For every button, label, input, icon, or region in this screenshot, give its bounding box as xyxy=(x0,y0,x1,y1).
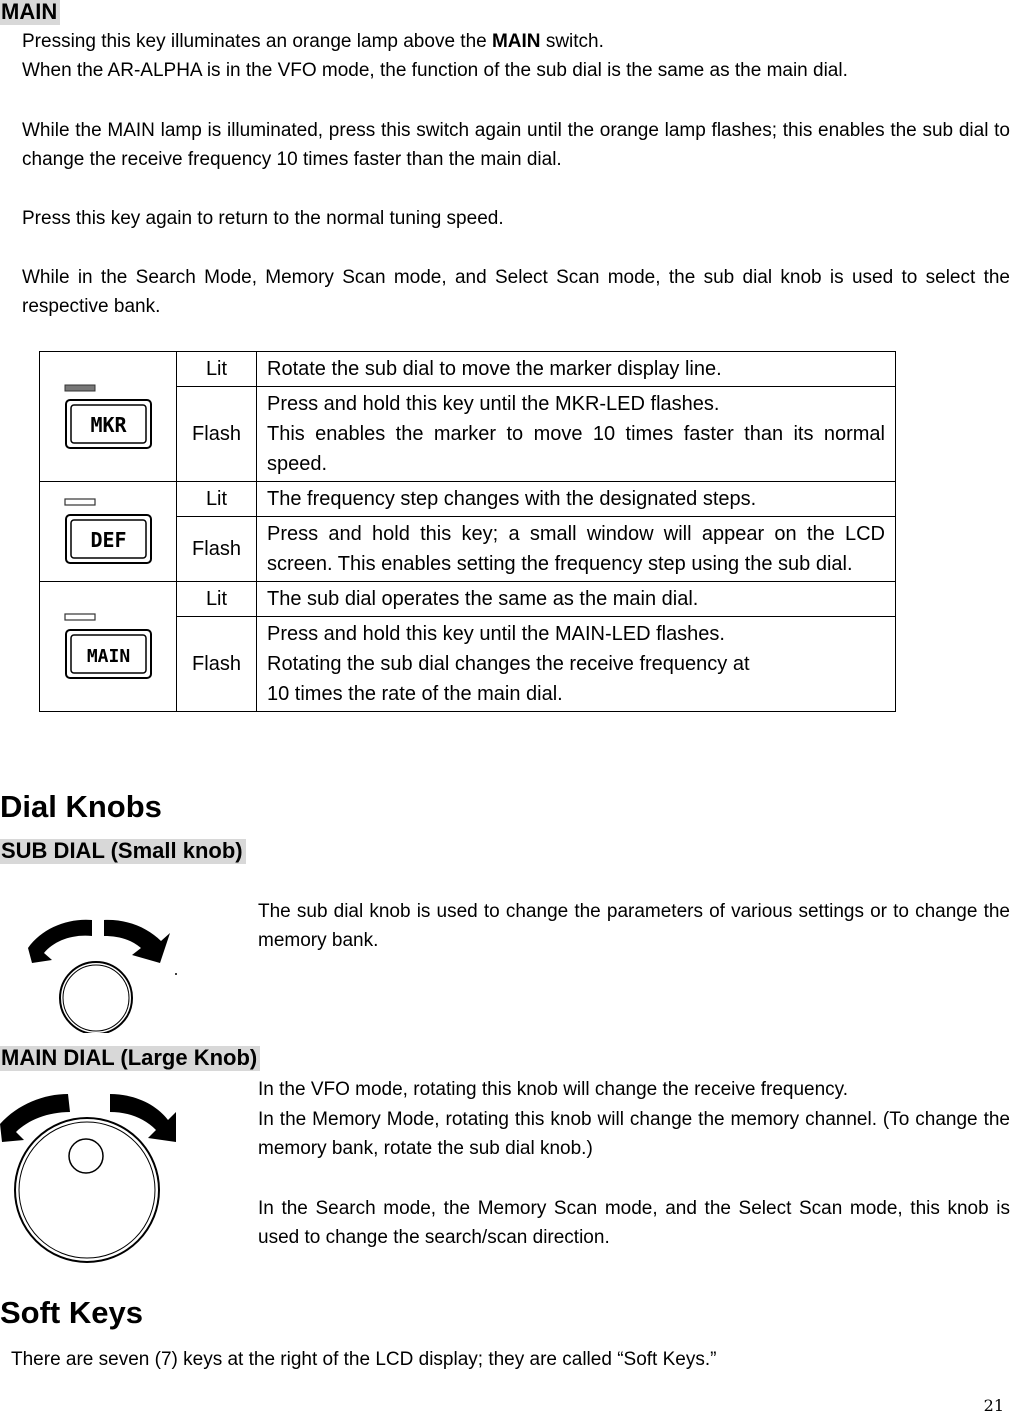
desc-cell: Press and hold this key; a small window will appear on the LCD screen. This enables setting the frequency step using the sub dial. xyxy=(257,517,896,582)
desc-cell: The frequency step changes with the designated steps. xyxy=(257,482,896,517)
state-lit: Lit xyxy=(177,482,257,517)
def-key-cell xyxy=(40,482,177,582)
state-flash: Flash xyxy=(177,617,257,712)
table-row xyxy=(40,482,896,517)
def-key-label: DEF xyxy=(90,527,127,552)
main-paragraph-4: While in the Search Mode, Memory Scan mode, and Select Scan mode, the sub dial knob is used to select the respective bank. xyxy=(22,267,1010,317)
main-dial-description-3: In the Search mode, the Memory Scan mode, and the Select Scan mode, this knob is used to change the search/scan direction. xyxy=(258,1198,1010,1248)
main-p1-text: Pressing this key illuminates an orange lamp above the xyxy=(22,31,492,52)
main-key-icon xyxy=(62,611,154,683)
main-dial-description-2: In the Memory Mode, rotating this knob will change the memory channel. (To change the memory bank, rotate the sub dial knob.) xyxy=(258,1109,1010,1159)
dial-knobs-heading: Dial Knobs xyxy=(0,789,162,824)
desc-cell: Rotate the sub dial to move the marker display line. xyxy=(257,352,896,387)
soft-keys-description: There are seven (7) keys at the right of the LCD display; they are called “Soft Keys.” xyxy=(11,1349,717,1370)
section-label-main: MAIN xyxy=(0,0,60,25)
main-key-cell xyxy=(40,582,177,712)
state-lit: Lit xyxy=(177,582,257,617)
state-flash: Flash xyxy=(177,387,257,482)
main-p1-line2: When the AR-ALPHA is in the VFO mode, the function of the sub dial is the same as the main dial. xyxy=(22,60,848,81)
main-p1-bold: MAIN xyxy=(491,31,541,52)
main-paragraph-2: While the MAIN lamp is illuminated, press this switch again until the orange lamp flashes; this enables the sub dial to change the receive frequency 10 times faster than the main dial. xyxy=(22,120,1010,170)
desc-cell: Press and hold this key until the MKR-LED flashes. This enables the marker to move 10 times faster than its normal speed. xyxy=(257,387,896,482)
state-flash: Flash xyxy=(177,517,257,582)
main-dial-description-1: In the VFO mode, rotating this knob will change the receive frequency. xyxy=(258,1079,849,1100)
table-row xyxy=(40,352,896,387)
main-dial-label: MAIN DIAL (Large Knob) xyxy=(0,1046,260,1071)
sub-dial-description: The sub dial knob is used to change the parameters of various settings or to change the memory bank. xyxy=(258,901,1010,951)
main-key-label: MAIN xyxy=(86,645,131,667)
main-dial-knob-icon xyxy=(0,1092,180,1267)
table-row xyxy=(40,582,896,617)
sub-dial-knob-icon xyxy=(24,908,184,1033)
state-lit: Lit xyxy=(177,352,257,387)
main-paragraph-1 xyxy=(22,27,1011,85)
desc-cell: The sub dial operates the same as the main dial. xyxy=(257,582,896,617)
soft-keys-heading: Soft Keys xyxy=(0,1295,143,1330)
main-paragraph-3: Press this key again to return to the normal tuning speed. xyxy=(22,208,504,229)
def-key-icon xyxy=(62,496,154,568)
key-function-table xyxy=(39,351,896,712)
mkr-key-cell xyxy=(40,352,177,482)
page-number: 21 xyxy=(983,1396,1004,1415)
sub-dial-label: SUB DIAL (Small knob) xyxy=(0,839,246,864)
mkr-key-icon xyxy=(62,382,154,452)
mkr-key-label: MKR xyxy=(90,412,127,437)
desc-cell: Press and hold this key until the MAIN-LED flashes. Rotating the sub dial changes the receive frequency at 10 times the rate of the main dial. xyxy=(257,617,896,712)
main-p1-tail: switch. xyxy=(540,31,604,52)
